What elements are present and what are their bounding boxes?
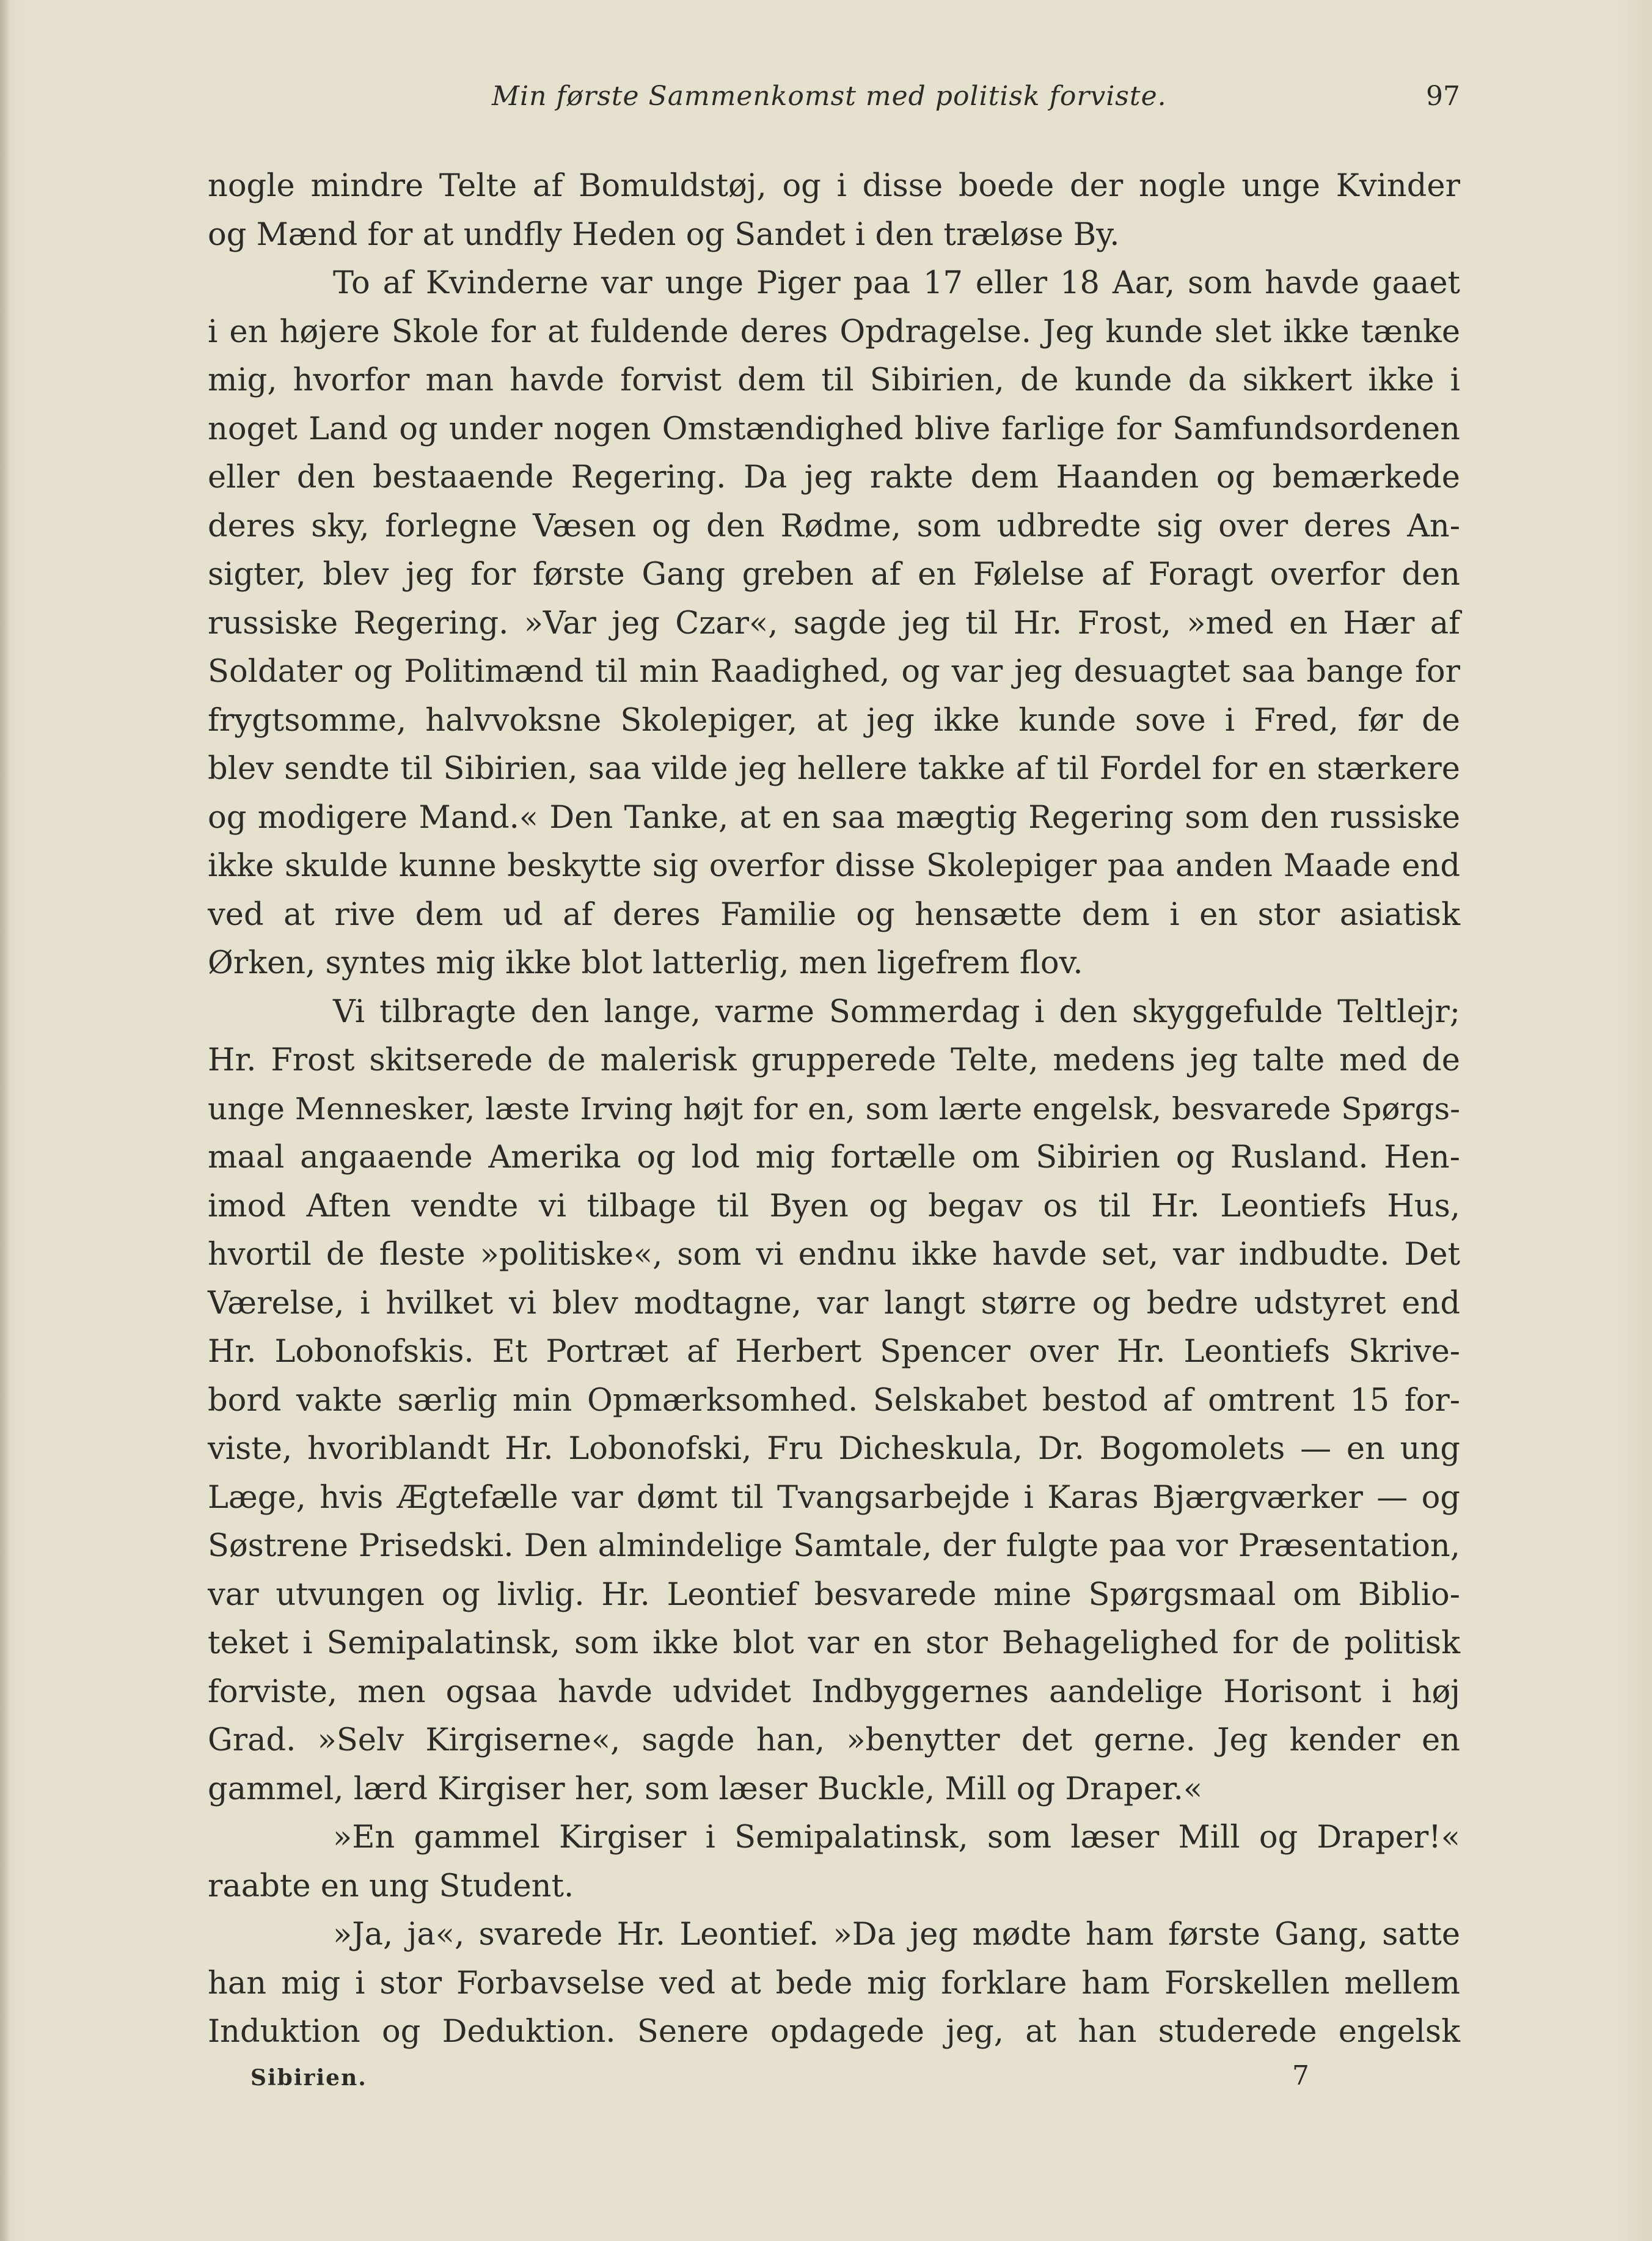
text-line: i en højere Skole for at fuldende deres Opdragelse. Jeg kunde slet ikke tænke	[208, 313, 1460, 350]
text-line: deres sky, forlegne Væsen og den Rødme, som udbredte sig over deres An-	[208, 508, 1460, 544]
text-line: russiske Regering. »Var jeg Czar«, sagde jeg til Hr. Frost, »med en Hær af	[208, 605, 1460, 642]
text-line: nogle mindre Telte af Bomuldstøj, og i disse boede der nogle unge Kvinder	[208, 168, 1460, 204]
text-line: Grad. »Selv Kirgiserne«, sagde han, »benytter det gerne. Jeg kender en	[208, 1722, 1460, 1758]
text-line: teket i Semipalatinsk, som ikke blot var en stor Behagelighed for de politisk	[208, 1625, 1460, 1661]
text-line: imod Aften vendte vi tilbage til Byen og begav os til Hr. Leontiefs Hus,	[208, 1188, 1460, 1224]
text-line: var utvungen og livlig. Hr. Leontief besvarede mine Spørgsmaal om Biblio-	[208, 1576, 1460, 1613]
running-title: Min første Sammenkomst med politisk forviste.	[492, 81, 1167, 112]
text-line: Værelse, i hvilket vi blev modtagne, var langt større og bedre udstyret end	[208, 1285, 1460, 1322]
text-line: hvortil de fleste »politiske«, som vi endnu ikke havde set, var indbudte. Det	[208, 1237, 1460, 1273]
text-line: »Ja, ja«, svarede Hr. Leontief. »Da jeg mødte ham første Gang, satte	[333, 1917, 1460, 1953]
text-line: blev sendte til Sibirien, saa vilde jeg hellere takke af til Fordel for en stærkere	[208, 751, 1460, 787]
text-line: gammel, lærd Kirgiser her, som læser Buckle, Mill og Draper.«	[208, 1771, 1203, 1807]
text-line: frygtsomme, halvvoksne Skolepiger, at jeg ikke kunde sove i Fred, før de	[208, 702, 1460, 739]
running-head	[208, 81, 1460, 123]
text-line: forviste, men ogsaa havde udvidet Indbyggernes aandelige Horisont i høj	[208, 1673, 1460, 1710]
signature-mark: Sibirien.	[250, 2065, 367, 2091]
text-line: sigter, blev jeg for første Gang greben af en Følelse af Foragt overfor den	[208, 557, 1460, 593]
text-line: eller den bestaaende Regering. Da jeg rakte dem Haanden og bemærkede	[208, 459, 1460, 495]
text-line: og modigere Mand.« Den Tanke, at en saa mægtig Regering som den russiske	[208, 799, 1460, 836]
text-line: Søstrene Prisedski. Den almindelige Samtale, der fulgte paa vor Præsentation,	[208, 1528, 1460, 1564]
text-line: ved at rive dem ud af deres Familie og hensætte dem i en stor asiatisk	[208, 896, 1460, 933]
text-line: mig, hvorfor man havde forvist dem til Sibirien, de kunde da sikkert ikke i	[208, 362, 1460, 398]
text-line: Hr. Lobonofskis. Et Portræt af Herbert Spencer over Hr. Leontiefs Skrive-	[208, 1334, 1460, 1370]
text-line: han mig i stor Forbavselse ved at bede mig forklare ham Forskellen mellem	[208, 1965, 1460, 2002]
text-line: Soldater og Politimænd til min Raadighed, og var jeg desuagtet saa bange for	[208, 654, 1460, 690]
text-line: unge Mennesker, læste Irving højt for en, som lærte engelsk, besvarede Spørgs-	[208, 1091, 1460, 1127]
page-footer	[208, 2060, 1460, 2102]
text-line: Læge, hvis Ægtefælle var dømt til Tvangsarbejde i Karas Bjærgværker — og	[208, 1479, 1460, 1516]
text-line: viste, hvoriblandt Hr. Lobonofski, Fru Dicheskula, Dr. Bogomolets — en ung	[208, 1431, 1460, 1467]
sheet-number: 7	[1292, 2060, 1309, 2091]
text-line: Vi tilbragte den lange, varme Sommerdag i den skyggefulde Teltlejr;	[333, 993, 1460, 1030]
text-line: Ørken, syntes mig ikke blot latterlig, men ligefrem flov.	[208, 945, 1083, 981]
text-line: To af Kvinderne var unge Piger paa 17 eller 18 Aar, som havde gaaet	[333, 265, 1460, 301]
text-line: raabte en ung Student.	[208, 1868, 574, 1904]
text-line: Induktion og Deduktion. Senere opdagede jeg, at han studerede engelsk	[208, 2014, 1460, 2050]
body-text	[208, 162, 1460, 2056]
text-line: »En gammel Kirgiser i Semipalatinsk, som læser Mill og Draper!«	[333, 1819, 1460, 1855]
text-line: maal angaaende Amerika og lod mig fortælle om Sibirien og Rusland. Hen-	[208, 1139, 1460, 1175]
text-line: noget Land og under nogen Omstændighed blive farlige for Samfundsordenen	[208, 411, 1460, 447]
text-line: og Mænd for at undfly Heden og Sandet i den træløse By.	[208, 216, 1120, 253]
text-line: bord vakte særlig min Opmærksomhed. Selskabet bestod af omtrent 15 for-	[208, 1382, 1460, 1419]
page-number: 97	[1426, 81, 1460, 112]
text-line: ikke skulde kunne beskytte sig overfor disse Skolepiger paa anden Maade end	[208, 848, 1460, 884]
binding-edge-shadow	[0, 0, 10, 2241]
text-line: Hr. Frost skitserede de malerisk grupperede Telte, medens jeg talte med de	[208, 1042, 1460, 1078]
